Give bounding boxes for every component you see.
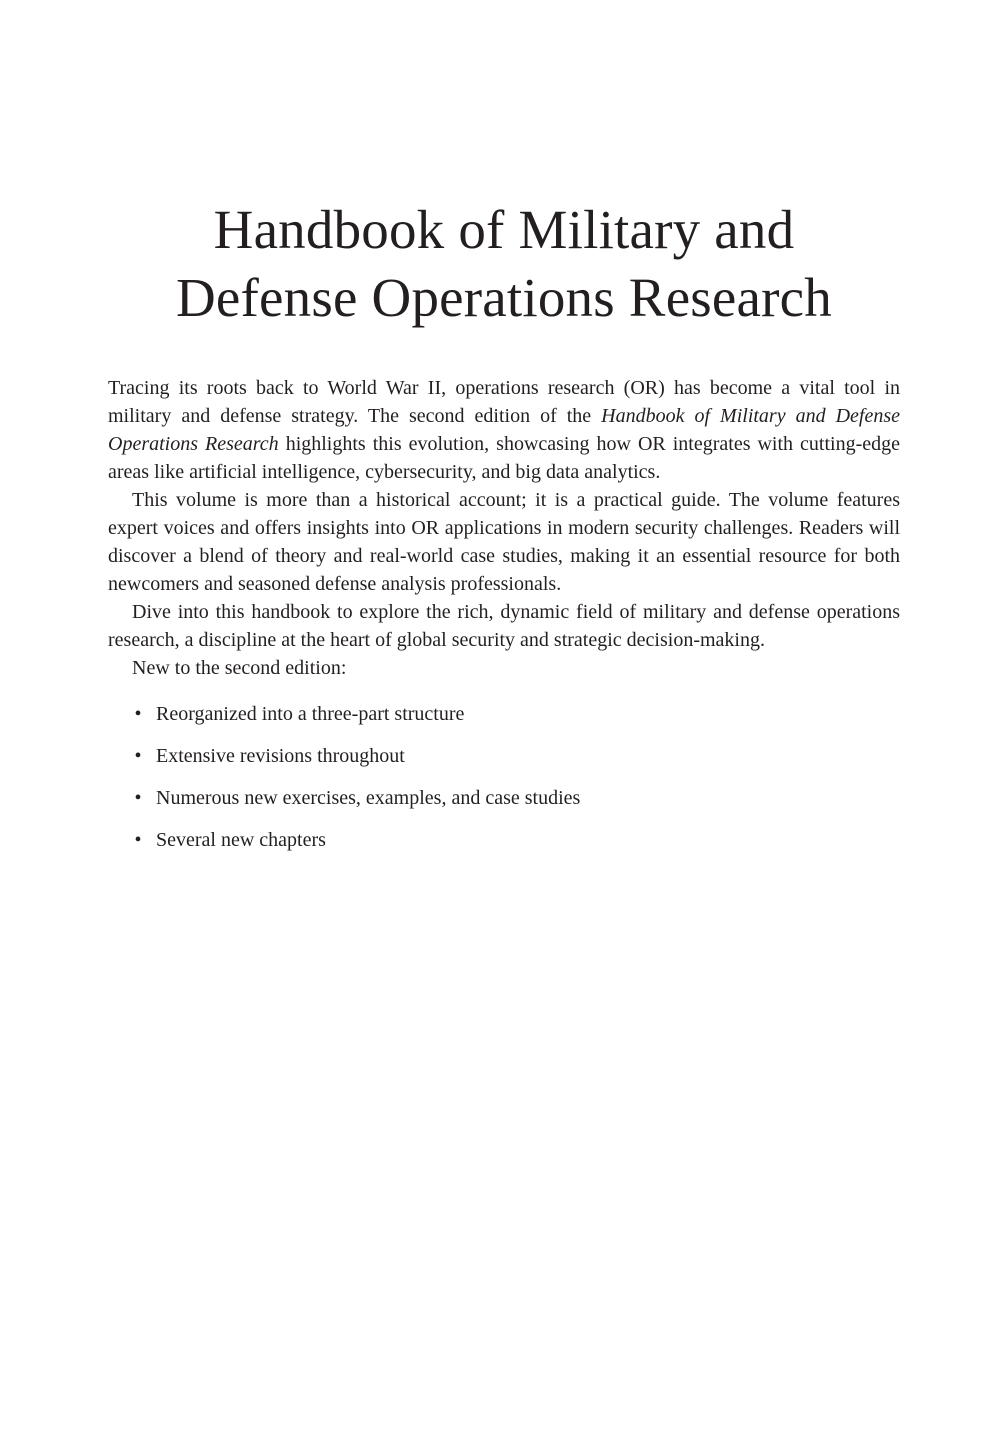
description-body <box>108 374 900 868</box>
bullet-icon: • <box>134 703 142 725</box>
page-title <box>0 196 1008 332</box>
paragraph-intro-text-end: highlights this evolution, showcasing how OR integrates with cutting-edge areas like artificial intelligence, cybersecurity, and big data analytics. <box>108 433 901 483</box>
list-item-text: Extensive revisions throughout <box>156 745 405 767</box>
book-title-italic: Handbook of Military and Defense Operations Research <box>108 405 900 455</box>
paragraph-new-edition: New to the second edition: <box>132 657 347 679</box>
paragraph-dive: Dive into this handbook to explore the rich, dynamic field of military and defense operations research, a discipline at the heart of global security and strategic decision-making. <box>108 601 900 651</box>
list-item <box>108 700 900 742</box>
bullet-icon: • <box>134 745 142 767</box>
list-item-text: Several new chapters <box>156 829 326 851</box>
title-line-1: Handbook of Military and <box>213 199 795 260</box>
bullet-icon: • <box>134 787 142 809</box>
paragraph-volume: This volume is more than a historical account; it is a practical guide. The volume features expert voices and offers insights into OR applications in modern security challenges. Readers will discover a blend of theory and real-world case studies, making it an essential resource for both newcomers and seasoned defense analysis professionals. <box>108 489 900 595</box>
list-item-text: Reorganized into a three-part structure <box>156 703 465 725</box>
paragraph-intro-text-start: Tracing its roots back to World War II, operations research (OR) has become a vital tool in military and defense strategy. The second edition of the <box>108 377 900 427</box>
bullet-icon: • <box>134 829 142 851</box>
list-item <box>108 742 900 784</box>
new-features-list <box>108 700 900 868</box>
list-item <box>108 784 900 826</box>
paragraph-intro <box>108 374 900 486</box>
title-line-2: Defense Operations Research <box>176 267 832 328</box>
list-item <box>108 826 900 868</box>
list-item-text: Numerous new exercises, examples, and case studies <box>156 787 581 809</box>
